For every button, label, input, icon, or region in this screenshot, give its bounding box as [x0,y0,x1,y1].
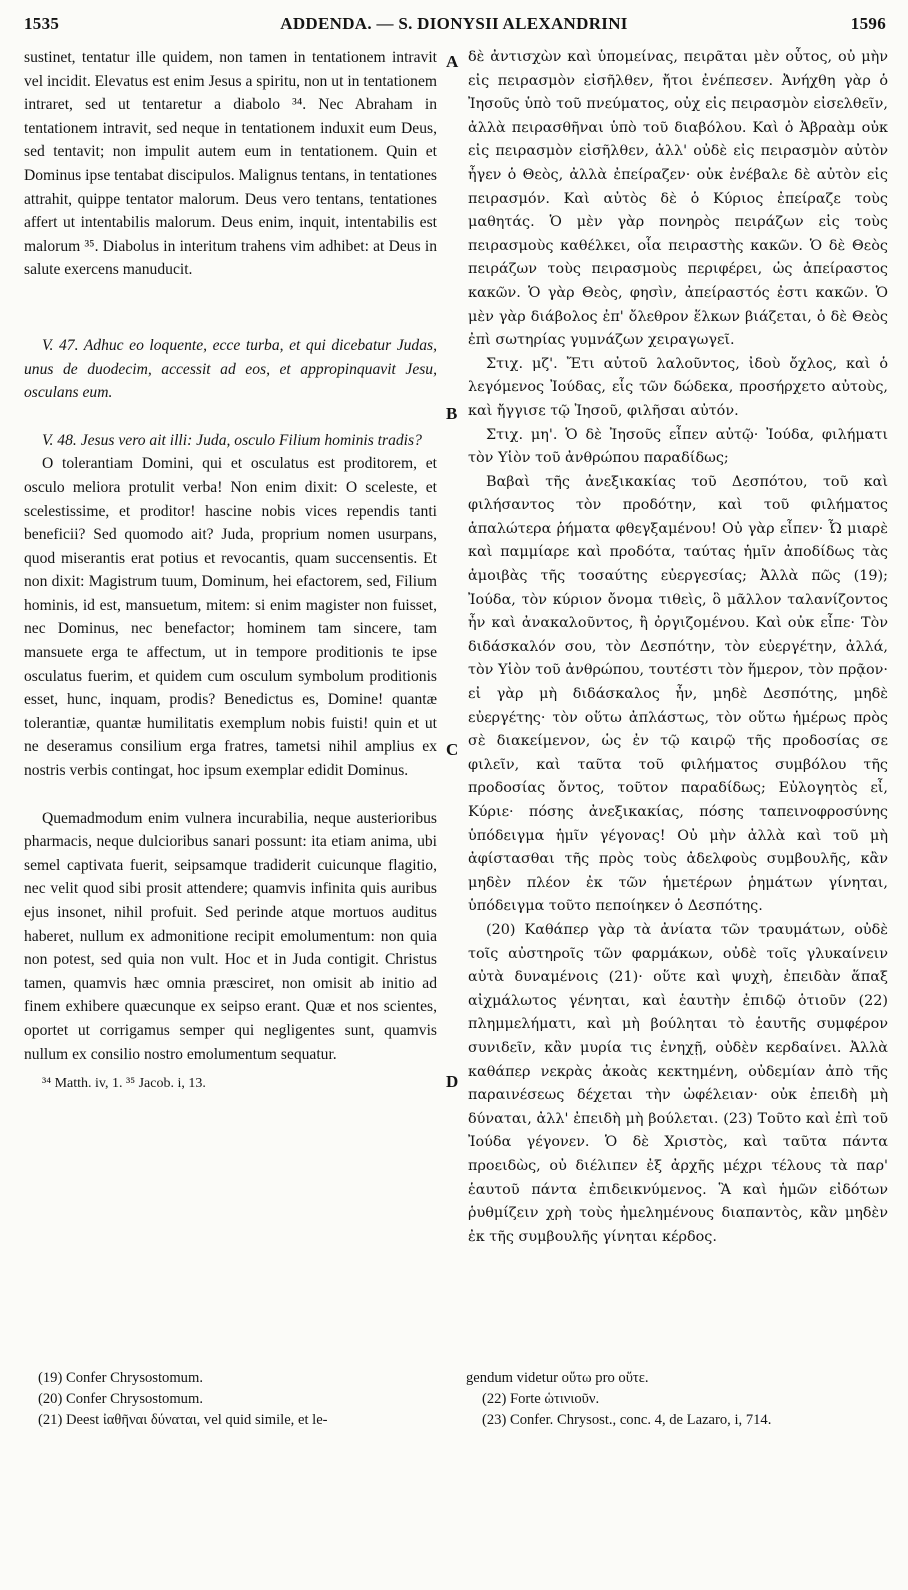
scripture-footnotes: ³⁴ Matth. iv, 1. ³⁵ Jacob. i, 13. [42,1076,206,1092]
margin-marker-c: C [446,740,459,759]
page-number-right: 1596 [850,14,886,33]
footnote-19: (19) Confer Chrysostomum. [38,1370,203,1386]
latin-paragraph-tolerantia: O tolerantiam Domini, qui et osculatus est proditorem, et osculo meliora protulit verba! Non enim dixit: O sceleste, et scelestissime, et proditor! hascine nobis vices rependis tanti beneficii? Sed quomodo ait? Juda, proprium nomen usurpans, quod miserantis erat potius et revocantis, quam succensentis. Et non dixit: Magistrum tuum, Dominum, hei efactorem, sed, Filium hominis, id est, mansuetum, mitem: si enim magister non fuisset, nec Dominus, nec benefactor; hominem tam sincere, tam mansuete erga te affectum, ut in tempore proditionis te ipse osculatus fuerim, et quidem cum osculum symbolum proditionis esset, hunc, inquam, prodis? Benedictus es, Domine! quantæ tolerantiæ, quantæ humilitatis exemplum nobis fuisti! quin et ut ne deseramus consilium erga fratres, tametsi nihil amplius ex nostris verbis contingat, hoc ipsum exemplar edidit Dominus. [24,455,437,780]
greek-paragraph-babai: Βαβαὶ τῆς ἀνεξικακίας τοῦ Δεσπότου, τοῦ καὶ φιλήσαντος τὸν προδότην, καὶ τοῦ φιλήματος ἁπαλώτερα ῥήματα φθεγξαμένου! Οὐ γὰρ εἶπεν· Ὦ μιαρὲ καὶ παμμίαρε καὶ προδότα, ταύτας ἡμῖν ἀποδίδως τὰς ἀμοιβὰς τῆς τοσαύτης εὐεργεσίας; Ἀλλὰ πῶς (19); Ἰούδα, τὸν κύριον ὄνομα τιθεὶς, ὃ μᾶλλον ταλανίζοντος ἦν καὶ ἀνακαλοῦντος, ἢ ὀργιζομένου. Καὶ οὐκ εἶπε· Τὸν διδάσκαλόν σου, τὸν Δεσπότην, τὸν εὐεργέτην, ἀλλά, τὸν Υἱὸν τοῦ ἀνθρώπου, τουτέστι τὸν ἥμερον, τὸν πρᾷον· εἰ γὰρ μὴ διδάσκαλος ἦν, μηδὲ Δεσπότης, μηδὲ εὐεργέτης· τὸν οὕτω ἀπλάστως, τὸν οὕτω ἡμέρως πρὸς σὲ διακείμενον, ὡς ἐν τῷ καιρῷ τῆς προδοσίας σε φιλεῖν, καὶ ταῦτα τοῦ φιλήματος συμβόλου τῆς προδοσίας ὄντος, τοῦτον παραδίδως; Εὐλογητὸς εἶ, Κύριε· πόσης ἀνεξικακίας, πόσης ταπεινοφροσύνης ὑπόδειγμα ἡμῖν γέγονας! Οὐ μὴν ἀλλὰ καὶ τοῦ μὴ ἀφίστασθαι τῆς πρὸς τοὺς ἀδελφοὺς συμβουλῆς, κἂν μηδὲν πλέον ἐκ τῶν ἡμετέρων ῥημάτων γίνηται, ὑπόδειγμα τοῦτο πεποίηκεν ὁ Δεσπότης. [468,473,888,915]
greek-verse-48: Στιχ. μη'. Ὁ δὲ Ἰησοῦς εἶπεν αὐτῷ· Ἰούδα, φιλήματι τὸν Υἱὸν τοῦ ἀνθρώπου παραδίδως; [468,426,888,467]
latin-paragraph-tentatio: sustinet, tentatur ille quidem, non tamen in tentationem intravit vel incidit. Elevatus est enim Jesus a spiritu, non ut in tentationem intraret, sed ut tentaretur a diabolo ³⁴. Nec Abraham in tentationem intravit, sed neque in tentationem induxit eum Deus, sed tentavit; non impulit autem eum in tentationem. Quin et Dominus ipse tentabat discipulos. Malignus tentans, in tentationes attrahit, quippe tentator malorum. Deus vero tentans, tentationes affert ut intentabilis malorum. Deus enim, inquit, intentabilis est malorum ³⁵. Diabolus in interitum trahens vim adhibet: at Deus in salute exercens manuducit. [24,49,437,279]
latin-paragraph-vulnera: Quemadmodum enim vulnera incurabilia, neque austerioribus pharmacis, neque dulcioribus sanari possunt: ita etiam anima, ubi semel captivata fuerit, seipsamque tradiderit cuicunque flagitio, nec velit quod sibi prosit attendere; quamvis infinita quis auribus ejus insonet, nihil profuit. Sed perinde atque mortuos auditus haberet, nullum ex admonitione recipit emolumentum: non quia non potest, sed quia non vult. Hoc et in Juda contigit. Christus tamen, quamvis hæc omnia præsciret, non omisit ab initio ad finem exhibere quæcunque ex seipso erant. Quæ et nos scientes, oportet ut corrigamus semper qui negligentes sunt, quamvis nullum ex consilio nostro emolumentum sequatur. [24,809,437,1063]
margin-marker-d: D [446,1072,459,1091]
latin-column [24,46,437,1096]
margin-marker-b: B [446,404,458,423]
page-number-left: 1535 [24,14,60,33]
greek-paragraph-tentatio: δὲ ἀντισχὼν καὶ ὑπομείνας, πειρᾶται μὲν οὗτος, οὐ μὴν εἰς πειρασμὸν εἰσῆλθεν, ἤτοι ἐνέπεσεν. Ἀνήχθη γὰρ ὁ Ἰησοῦς ὑπὸ τοῦ πνεύματος, οὐχ εἰς πειρασμὸν εἰσελθεῖν, ἀλλὰ πειρασθῆναι ὑπὸ τοῦ διαβόλου. Καὶ ὁ Ἀβραὰμ οὐκ εἰς πειρασμὸν εἰσῆλθεν, ἀλλ' οὐδὲ εἰς πειρασμὸν αὐτὸν ἦγεν ὁ Θεὸς, ἀλλὰ ἐπείραζεν· οὐκ ἐνέβαλε δὲ αὐτὸν εἰς πειρασμόν. Καὶ αὐτὸς δὲ ὁ Κύριος ἐπείραζε τοὺς μαθητάς. Ὁ μὲν γὰρ πονηρὸς πειράζων εἰς τοὺς πειρασμοὺς καθέλκει, οἷα πειραστὴς κακῶν. Ὁ δὲ Θεὸς πειράζων τοὺς πειρασμοὺς περιφέρει, ὡς ἀπείραστος κακῶν. Ὁ γὰρ Θεὸς, φησὶν, ἀπείραστός ἐστι κακῶν. Ὁ μὲν γὰρ διάβολος ἐπ' ὄλεθρον ἕλκων βιάζεται, ὁ δὲ Θεὸς ἐπὶ σωτηρίας γυμνάζων χειραγωγεῖ. [468,49,888,349]
running-title: ADDENDA. — S. DIONYSII ALEXANDRINI [280,14,628,33]
footnote-20: (20) Confer Chrysostomum. [38,1391,203,1407]
footnote-22: (22) Forte ὡτινιοῦν. [482,1391,600,1407]
greek-paragraph-kathaper: (20) Καθάπερ γὰρ τὰ ἀνίατα τῶν τραυμάτων, οὐδὲ τοῖς αὐστηροῖς τῶν φαρμάκων, οὐδὲ τοῖς γλυκαίνειν αὐτὰ δυναμένοις (21)· οὕτε καὶ ψυχὴ, ἐπειδὰν ἅπαξ αἰχμάλωτος γένηται, καὶ ἑαυτὴν ἐπιδῷ ὁτιοῦν (22) πλημμελήματι, καὶ μὴ βούληται τὸ ἑαυτῆς συμφέρον συνιδεῖν, κἂν μυρία τις ἐνηχῇ, οὐδὲν κερδαίνει. Ἀλλὰ καθάπερ νεκρὰς ἀκοὰς κεκτημένη, οὐδεμίαν ἀπὸ τῆς παραινέσεως δέχεται τὴν ὠφέλειαν· οὐκ ἐπειδὴ μὴ δύναται, ἀλλ' ἐπειδὴ μὴ βούλεται. (23) Τοῦτο καὶ ἐπὶ τοῦ Ἰούδα γέγονεν. Ὁ δὲ Χριστὸς, καὶ ταῦτα πάντα προειδὼς, οὐ διέλιπεν ἐξ ἀρχῆς μέχρι τέλους τὰ παρ' ἑαυτοῦ πάντα ἐπιδεικνύμενος. Ἃ καὶ ἡμῶν εἰδότων ῥυθμίζειν χρὴ τοὺς ἠμελημένους διαπαντὸς, κἂν μηδὲν ἐκ τῆς συμβουλῆς γίνηται κέρδος. [468,921,888,1245]
latin-verse-48: V. 48. Jesus vero ait illi: Juda, osculo Filium hominis tradis? [42,431,422,449]
footnote-21-continued: gendum videtur οὕτω pro οὕτε. [466,1370,649,1386]
footnotes-left [38,1368,438,1431]
greek-verse-47: Στιχ. μζ'. Ἔτι αὐτοῦ λαλοῦντος, ἰδοὺ ὄχλος, καὶ ὁ λεγόμενος Ἰούδας, εἷς τῶν δώδεκα, προσήρχετο αὐτοὺς, καὶ ἤγγισε τῷ Ἰησοῦ, φιλῆσαι αὐτόν. [468,355,888,419]
footnotes-right [466,1368,886,1431]
footnote-21: (21) Deest ἰαθῆναι δύναται, vel quid simile, et le- [38,1412,328,1428]
greek-column [468,46,888,1249]
margin-marker-a: A [446,52,459,71]
latin-verse-47: V. 47. Adhuc eo loquente, ecce turba, et qui dicebatur Judas, unus de duodecim, accessit ad eos, et appropinquavit Jesu, osculans eum. [24,336,437,402]
footnote-23: (23) Confer. Chrysost., conc. 4, de Lazaro, i, 714. [482,1412,772,1428]
